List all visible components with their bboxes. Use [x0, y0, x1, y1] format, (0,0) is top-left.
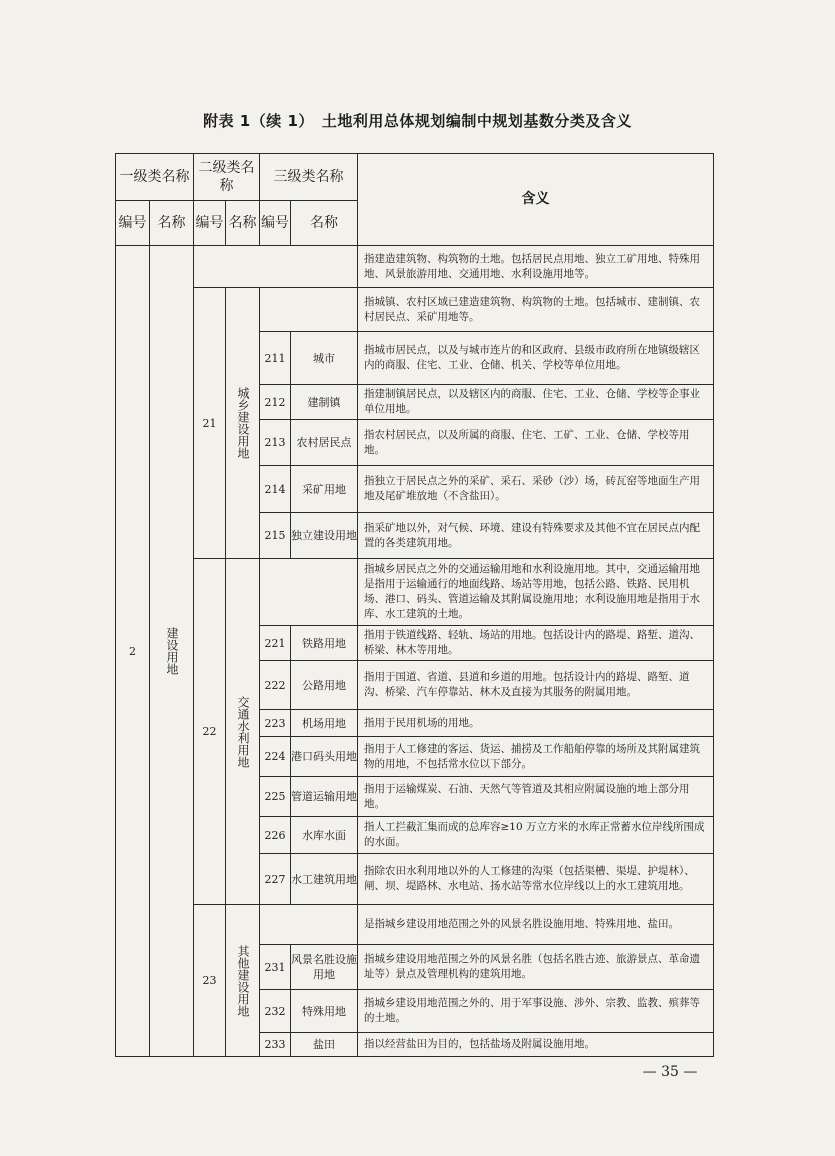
header-row-1: [116, 154, 714, 201]
item-name: 水工建筑用地: [291, 854, 358, 905]
item-desc: 指独立于居民点之外的采矿、采石、采砂（沙）场，砖瓦窑等地面生产用地及尾矿堆放地（不含盐田）。: [358, 466, 714, 513]
item-code: 224: [260, 737, 291, 777]
item-code: 212: [260, 385, 291, 420]
header-level3: 三级类名称: [260, 154, 358, 201]
header-level2: 二级类名称: [194, 154, 260, 201]
group-desc: 指城镇、农村区域已建造建筑物、构筑物的土地。包括城市、建制镇、农村居民点、采矿用地等。: [358, 288, 714, 332]
item-code: 231: [260, 945, 291, 990]
group-name: 交通水利用地: [226, 559, 260, 905]
header-name-3: 名称: [291, 201, 358, 246]
item-name: 采矿用地: [291, 466, 358, 513]
header-code-1: 编号: [116, 201, 150, 246]
item-desc: 指城市居民点，以及与城市连片的和区政府、县级市政府所在地镇级辖区内的商服、住宅、工业、仓储、机关、学校等单位用地。: [358, 332, 714, 385]
item-code: 211: [260, 332, 291, 385]
item-desc: 指用于运输煤炭、石油、天然气等管道及其相应附属设施的地上部分用地。: [358, 777, 714, 817]
item-name: 港口码头用地: [291, 737, 358, 777]
item-code: 213: [260, 420, 291, 466]
table-row: [116, 246, 714, 288]
classification-table: [115, 153, 714, 1057]
item-desc: 指采矿地以外，对气候、环境、建设有特殊要求及其他不宜在居民点内配置的各类建筑用地。: [358, 513, 714, 559]
item-desc: 指用于铁道线路、轻轨、场站的用地。包括设计内的路堤、路堑、道沟、桥梁、林木等用地。: [358, 626, 714, 661]
level1-desc: 指建造建筑物、构筑物的土地。包括居民点用地、独立工矿用地、特殊用地、风景旅游用地、交通用地、水利设施用地等。: [358, 246, 714, 288]
item-code: 225: [260, 777, 291, 817]
item-desc: 指用于民用机场的用地。: [358, 710, 714, 737]
item-name: 盐田: [291, 1033, 358, 1057]
group-code: 23: [194, 905, 226, 1057]
item-name: 风景名胜设施用地: [291, 945, 358, 990]
header-code-2: 编号: [194, 201, 226, 246]
page-number: — 35 —: [642, 1064, 698, 1080]
item-code: 226: [260, 817, 291, 854]
item-desc: 指以经营盐田为目的，包括盐场及附属设施用地。: [358, 1033, 714, 1057]
group-code: 21: [194, 288, 226, 559]
item-desc: 指除农田水利用地以外的人工修建的沟渠（包括渠槽、渠堤、护堤林）、闸、坝、堤路林、水电站、扬水站等常水位岸线以上的水工建筑用地。: [358, 854, 714, 905]
item-name: 公路用地: [291, 661, 358, 710]
level1-name: 建设用地: [150, 246, 194, 1057]
item-desc: 指用于国道、省道、县道和乡道的用地。包括设计内的路堤、路堑、道沟、桥梁、汽车停靠站、林木及直接为其服务的附属用地。: [358, 661, 714, 710]
blank-cell: [260, 288, 358, 332]
item-code: 232: [260, 990, 291, 1033]
header-meaning: 含义: [358, 154, 714, 246]
table-row: [116, 559, 714, 626]
item-code: 233: [260, 1033, 291, 1057]
level1-code: 2: [116, 246, 150, 1057]
item-code: 215: [260, 513, 291, 559]
item-name: 特殊用地: [291, 990, 358, 1033]
item-name: 建制镇: [291, 385, 358, 420]
item-name: 机场用地: [291, 710, 358, 737]
item-code: 223: [260, 710, 291, 737]
table-row: [116, 288, 714, 332]
group-code: 22: [194, 559, 226, 905]
header-code-3: 编号: [260, 201, 291, 246]
item-name: 独立建设用地: [291, 513, 358, 559]
blank-cell: [260, 559, 358, 626]
item-desc: 指城乡建设用地范围之外的、用于军事设施、涉外、宗教、监教、殡葬等的土地。: [358, 990, 714, 1033]
page-title: 附表 1（续 1） 土地利用总体规划编制中规划基数分类及含义: [203, 112, 632, 130]
group-desc: 指城乡居民点之外的交通运输用地和水利设施用地。其中，交通运输用地是指用于运输通行的地面线路、场站等用地，包括公路、铁路、民用机场、港口、码头、管道运输及其附属设施用地；水利设施用地是指用于水库、水工建筑的土地。: [358, 559, 714, 626]
item-code: 222: [260, 661, 291, 710]
blank-cell: [194, 246, 358, 288]
item-name: 水库水面: [291, 817, 358, 854]
item-name: 铁路用地: [291, 626, 358, 661]
item-code: 221: [260, 626, 291, 661]
header-name-1: 名称: [150, 201, 194, 246]
item-desc: 指农村居民点，以及所属的商服、住宅、工矿、工业、仓储、学校等用地。: [358, 420, 714, 466]
blank-cell: [260, 905, 358, 945]
item-desc: 指人工拦截汇集而成的总库容≥10 万立方米的水库正常蓄水位岸线所围成的水面。: [358, 817, 714, 854]
header-name-2: 名称: [226, 201, 260, 246]
item-desc: 指用于人工修建的客运、货运、捕捞及工作船舶停靠的场所及其附属建筑物的用地，不包括常水位以下部分。: [358, 737, 714, 777]
group-name: 城乡建设用地: [226, 288, 260, 559]
item-code: 214: [260, 466, 291, 513]
group-name: 其他建设用地: [226, 905, 260, 1057]
item-name: 管道运输用地: [291, 777, 358, 817]
group-desc: 是指城乡建设用地范围之外的风景名胜设施用地、特殊用地、盐田。: [358, 905, 714, 945]
item-name: 农村居民点: [291, 420, 358, 466]
header-level1: 一级类名称: [116, 154, 194, 201]
item-desc: 指建制镇居民点，以及辖区内的商服、住宅、工业、仓储、学校等企事业单位用地。: [358, 385, 714, 420]
item-code: 227: [260, 854, 291, 905]
item-name: 城市: [291, 332, 358, 385]
item-desc: 指城乡建设用地范围之外的风景名胜（包括名胜古迹、旅游景点、革命遗址等）景点及管理机构的建筑用地。: [358, 945, 714, 990]
table-row: [116, 905, 714, 945]
